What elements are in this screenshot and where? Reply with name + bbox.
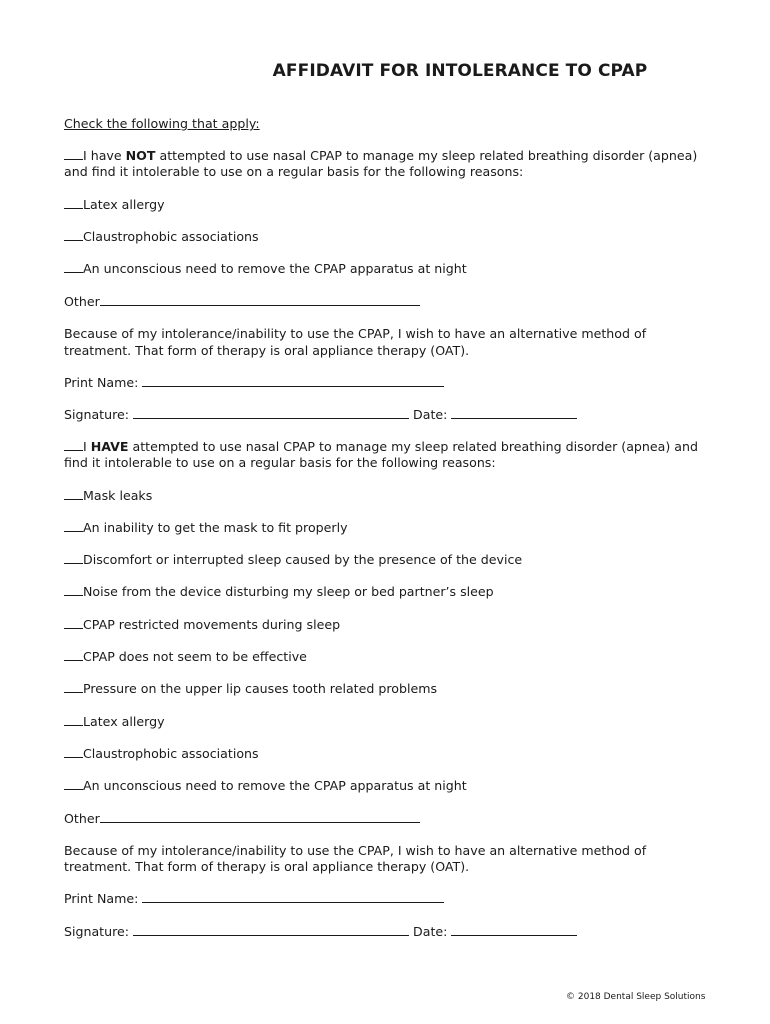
have-attempted-statement-line2: find it intolerable to use on a regular basis for the following reasons:: [64, 455, 496, 470]
not-reason-check-blank[interactable]: [64, 229, 83, 241]
have-reason-item: CPAP does not seem to be effective: [64, 649, 724, 666]
have-print-name-field[interactable]: [142, 891, 444, 903]
have-other-row: Other: [64, 811, 724, 828]
not-date-field[interactable]: [451, 407, 577, 419]
have-alternative-statement-line2: treatment. That form of therapy is oral appliance therapy (OAT).: [64, 859, 470, 874]
copyright-footer: © 2018 Dental Sleep Solutions: [566, 992, 706, 1002]
have-signature-field[interactable]: [133, 924, 409, 936]
have-reason-item: Claustrophobic associations: [64, 746, 724, 763]
not-signature-field[interactable]: [133, 407, 409, 419]
not-attempted-statement-line2: and find it intolerable to use on a regular basis for the following reasons:: [64, 164, 524, 179]
have-reason-check-blank[interactable]: [64, 488, 83, 500]
have-signature-row: Signature: Date:: [64, 924, 724, 941]
have-reason-check-blank[interactable]: [64, 520, 83, 532]
have-reason-check-blank[interactable]: [64, 746, 83, 758]
not-print-name-field[interactable]: [142, 375, 444, 387]
have-attempted-statement: I HAVE attempted to use nasal CPAP to manage my sleep related breathing disorder (apnea) and: [64, 439, 724, 456]
have-reason-item: Mask leaks: [64, 488, 724, 505]
not-reason-check-blank[interactable]: [64, 197, 83, 209]
not-alternative-statement-line2: treatment. That form of therapy is oral appliance therapy (OAT).: [64, 343, 470, 358]
have-reason-item: An inability to get the mask to fit properly: [64, 520, 724, 537]
have-attempted-check-blank[interactable]: [64, 439, 83, 451]
not-reason-item: Latex allergy: [64, 197, 724, 214]
have-reason-check-blank[interactable]: [64, 681, 83, 693]
have-other-field[interactable]: [100, 811, 420, 823]
have-reason-check-blank[interactable]: [64, 649, 83, 661]
not-reason-item: An unconscious need to remove the CPAP apparatus at night: [64, 261, 724, 278]
have-reason-item: Pressure on the upper lip causes tooth related problems: [64, 681, 724, 698]
have-reason-item: Discomfort or interrupted sleep caused by the presence of the device: [64, 552, 724, 569]
have-reason-item: Latex allergy: [64, 714, 724, 731]
not-attempted-check-blank[interactable]: [64, 148, 83, 160]
not-attempted-statement: I have NOT attempted to use nasal CPAP to manage my sleep related breathing disorder (apnea): [64, 148, 724, 165]
have-reason-check-blank[interactable]: [64, 714, 83, 726]
not-alternative-statement: Because of my intolerance/inability to use the CPAP, I wish to have an alternative method of: [64, 326, 647, 341]
document-title: AFFIDAVIT FOR INTOLERANCE TO CPAP: [272, 61, 648, 81]
have-reason-item: Noise from the device disturbing my sleep or bed partner’s sleep: [64, 584, 724, 601]
not-reason-item: Claustrophobic associations: [64, 229, 724, 246]
have-reason-item: An unconscious need to remove the CPAP apparatus at night: [64, 778, 724, 795]
have-print-name-row: Print Name:: [64, 891, 724, 908]
have-reason-check-blank[interactable]: [64, 552, 83, 564]
not-other-row: Other: [64, 294, 724, 311]
not-signature-row: Signature: Date:: [64, 407, 724, 424]
have-reason-check-blank[interactable]: [64, 778, 83, 790]
have-reason-check-blank[interactable]: [64, 584, 83, 596]
not-reason-check-blank[interactable]: [64, 261, 83, 273]
have-reason-item: CPAP restricted movements during sleep: [64, 617, 724, 634]
have-reason-check-blank[interactable]: [64, 617, 83, 629]
have-date-field[interactable]: [451, 924, 577, 936]
not-print-name-row: Print Name:: [64, 375, 724, 392]
not-other-field[interactable]: [100, 294, 420, 306]
have-alternative-statement: Because of my intolerance/inability to use the CPAP, I wish to have an alternative method of: [64, 843, 647, 858]
instruction-text: Check the following that apply:: [64, 116, 260, 131]
